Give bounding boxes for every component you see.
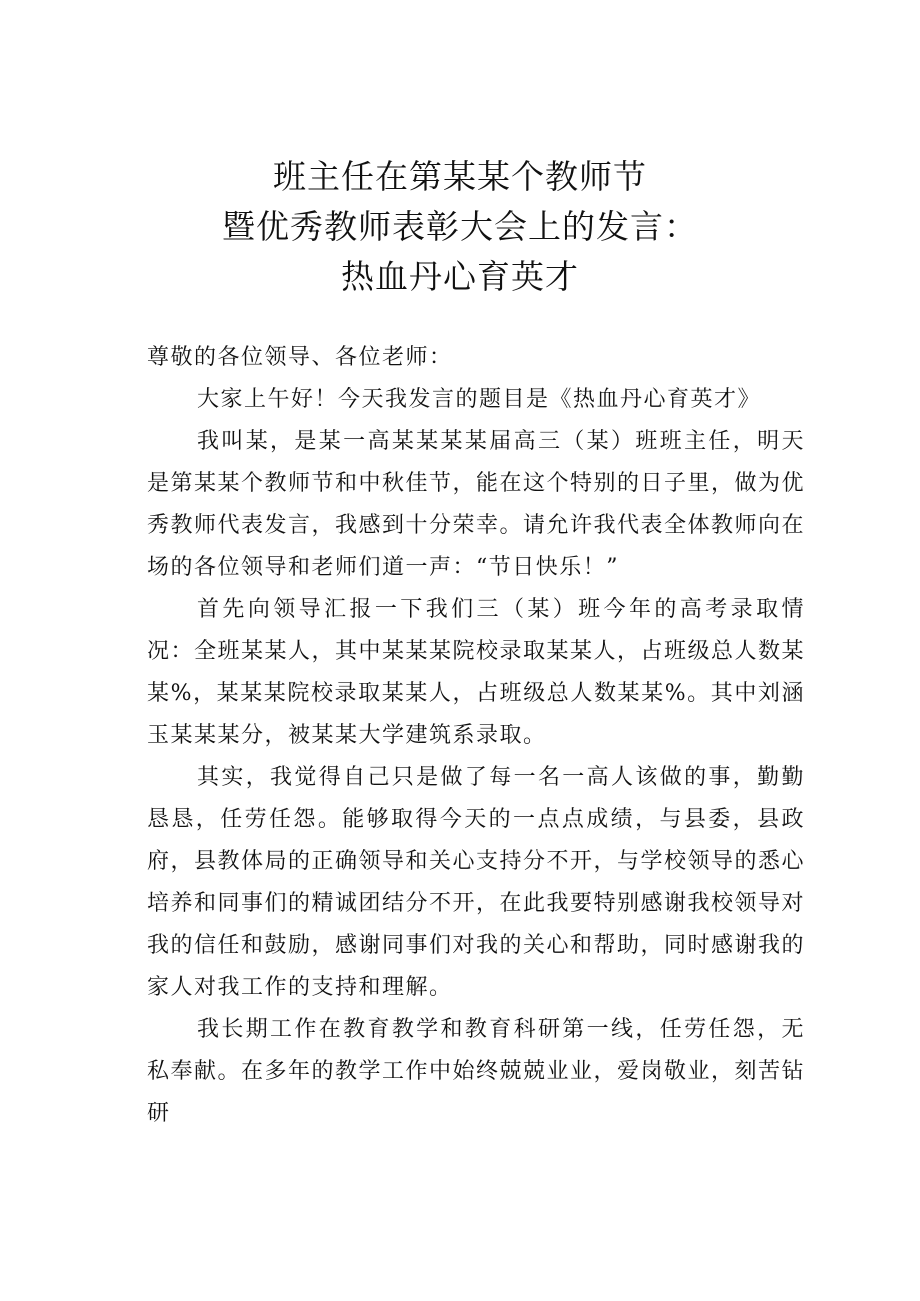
paragraph-greeting: 大家上午好！今天我发言的题目是《热血丹心育英才》 — [197, 387, 762, 412]
title-line-1: 班主任在第某某个教师节 — [273, 157, 647, 196]
paragraph-admission-report: 首先向领导汇报一下我们三（某）班今年的高考录取情况：全班某某人，其中某某某院校录取某某人，占班级总人数某某%，某某某院校录取某某人，占班级总人数某某%。其中刘涵玉某某某分，被某某大学建筑系录取。 — [147, 597, 806, 748]
document-title — [0, 152, 920, 302]
title-line-2: 暨优秀教师表彰大会上的发言： — [222, 207, 698, 246]
paragraph-gratitude: 其实，我觉得自己只是做了每一名一高人该做的事，勤勤恳恳，任劳任怨。能够取得今天的一点点成绩，与县委，县政府，县教体局的正确领导和关心支持分不开，与学校领导的悉心培养和同事们的精诚团结分不开，在此我要特别感谢我校领导对我的信任和鼓励，感谢同事们对我的关心和帮助，同时感谢我的家人对我工作的支持和理解。 — [147, 765, 806, 1000]
document-body — [147, 337, 805, 1135]
title-line-3: 热血丹心育英才 — [341, 257, 579, 296]
salutation: 尊敬的各位领导、各位老师： — [147, 345, 453, 370]
paragraph-introduction: 我叫某，是某一高某某某某届高三（某）班班主任，明天是第某某个教师节和中秋佳节，能在这个特别的日子里，做为优秀教师代表发言，我感到十分荣幸。请允许我代表全体教师向在场的各位领导和老师们道一声：“节日快乐！” — [147, 429, 806, 580]
paragraph-work-dedication: 我长期工作在教育教学和教育科研第一线，任劳任怨，无私奉献。在多年的教学工作中始终兢兢业业，爱岗敬业，刻苦钻研 — [147, 1017, 806, 1126]
